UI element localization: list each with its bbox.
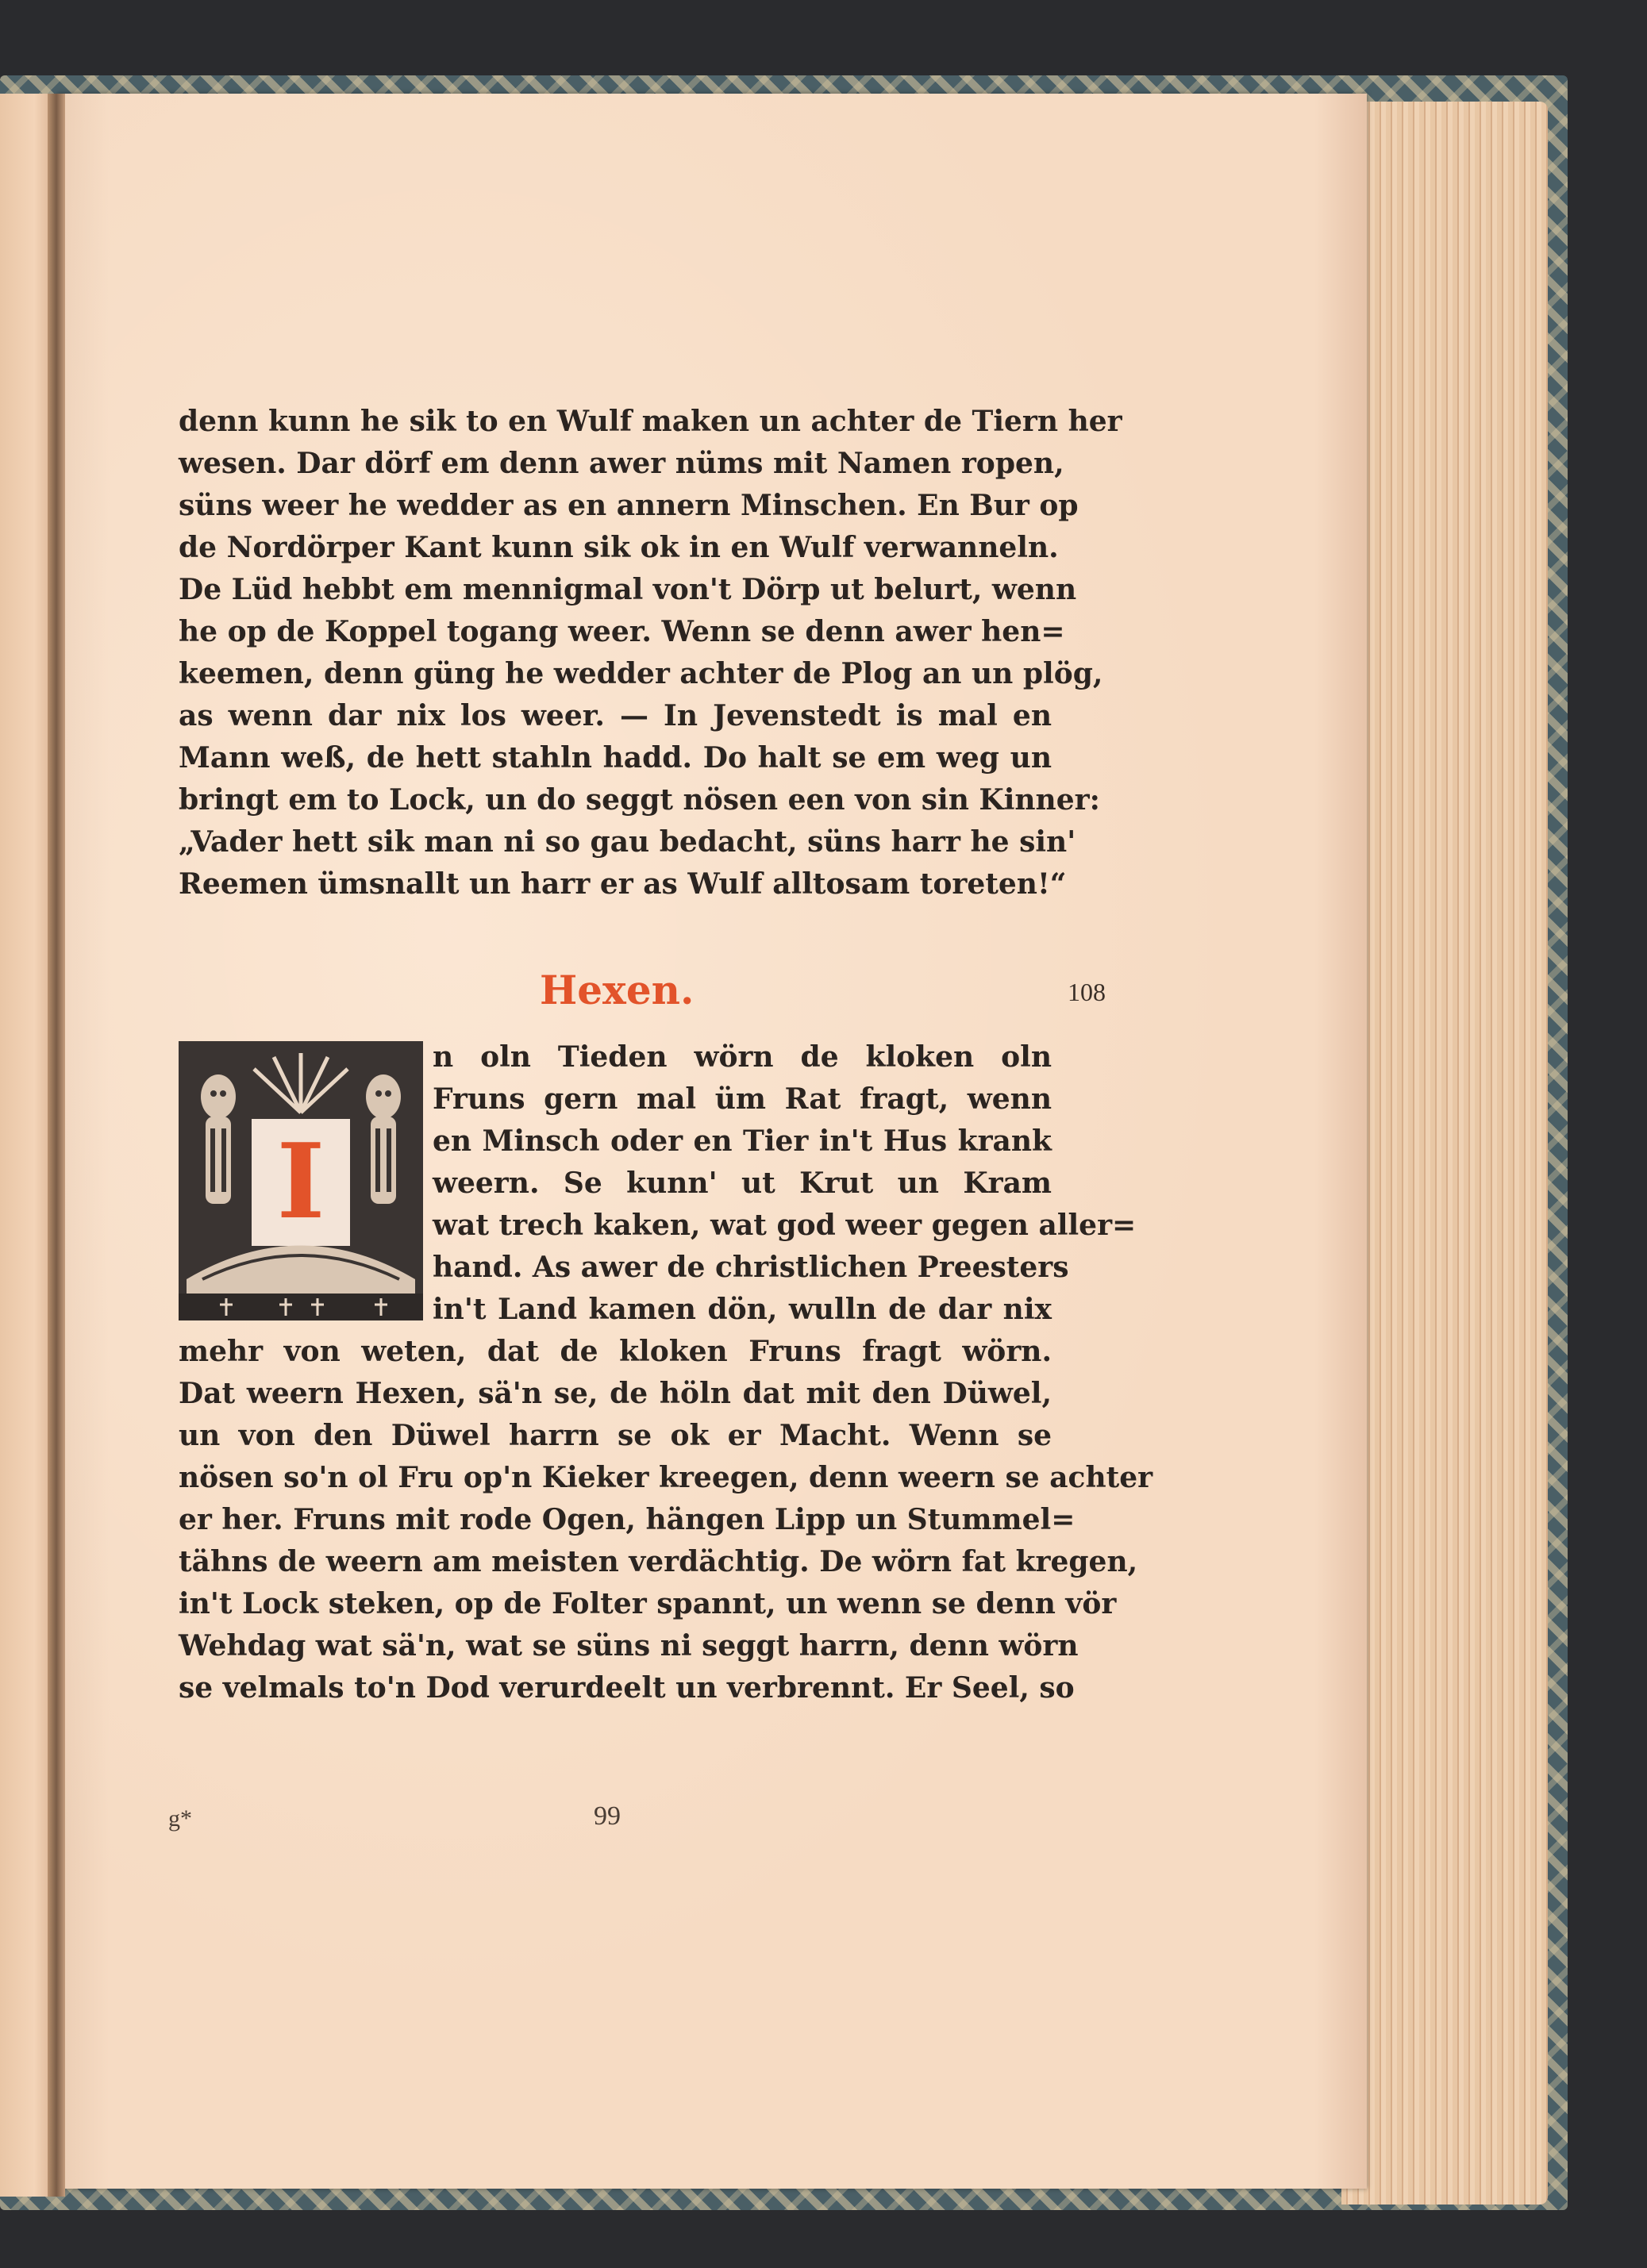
text-line: keemen, denn güng he wedder achter de Plog an un plög, — [179, 657, 1103, 690]
text-line: Fruns gern mal üm Rat fragt, wenn — [433, 1082, 1052, 1116]
section-heading: Hexen. — [540, 967, 695, 1013]
text-line: in't Land kamen dön, wulln de dar nix — [433, 1293, 1052, 1326]
paragraph-1 — [179, 401, 1122, 905]
woodcut-illustration — [179, 1041, 423, 1320]
page-edges — [1341, 102, 1548, 2205]
text-line: Dat weern Hexen, sä'n se, de höln dat mit den Düwel, — [179, 1377, 1052, 1410]
text-line: de Nordörper Kant kunn sik ok in en Wulf verwanneln. — [179, 531, 1059, 564]
text-line: bringt em to Lock, un do seggt nösen een von sin Kinner: — [179, 783, 1100, 817]
page-number: 99 — [594, 1801, 621, 1831]
text-line: n oln Tieden wörn de kloken oln — [433, 1040, 1052, 1074]
initial-letter: I — [276, 1121, 325, 1242]
text-line: er her. Fruns mit rode Ogen, hängen Lipp un Stummel= — [179, 1503, 1076, 1536]
text-line: as wenn dar nix los weer. — In Jevenstedt is mal en — [179, 699, 1052, 732]
text-line: in't Lock steken, op de Folter spannt, un wenn se denn vör — [179, 1587, 1117, 1620]
text-line: hand. As awer de christlichen Preesters — [433, 1251, 1069, 1284]
text-line: mehr von weten, dat de kloken Fruns fragt wörn. — [179, 1335, 1052, 1368]
book-gutter — [48, 94, 65, 2197]
text-line: en Minsch oder en Tier in't Hus krank — [433, 1124, 1052, 1158]
signature-mark: g* — [168, 1805, 192, 1832]
text-line: nösen so'n ol Fru op'n Kieker kreegen, denn weern se achter — [179, 1461, 1153, 1494]
paragraph-2 — [179, 1331, 1153, 1709]
text-line: he op de Koppel togang weer. Wenn se denn awer hen= — [179, 615, 1065, 648]
text-line: wat trech kaken, wat god weer gegen aller= — [433, 1209, 1137, 1242]
text-line: un von den Düwel harrn se ok er Macht. Wenn se — [179, 1419, 1052, 1452]
text-line: weern. Se kunn' ut Krut un Kram — [433, 1167, 1052, 1200]
text-line: se velmals to'n Dod verurdeelt un verbrennt. Er Seel, so — [179, 1671, 1075, 1705]
text-line: tähns de weern am meisten verdächtig. De wörn fat kregen, — [179, 1545, 1138, 1578]
text-line: süns weer he wedder as en annern Minschen. En Bur op — [179, 489, 1079, 522]
text-line: De Lüd hebbt em mennigmal von't Dörp ut belurt, wenn — [179, 573, 1077, 606]
text-line: Wehdag wat sä'n, wat se süns ni seggt harrn, denn wörn — [179, 1629, 1079, 1663]
text-line: wesen. Dar dörf em denn awer nüms mit Namen ropen, — [179, 447, 1064, 480]
woodcut-initial — [179, 1041, 423, 1320]
text-line: Mann weß, de hett stahln hadd. Do halt se em weg un — [179, 741, 1052, 775]
margin-number: 108 — [1068, 978, 1106, 1006]
initial-paragraph-lines — [433, 1036, 1137, 1331]
text-line: denn kunn he sik to en Wulf maken un achter de Tiern her — [179, 405, 1122, 438]
text-line: „Vader hett sik man ni so gau bedacht, süns harr he sin' — [179, 825, 1076, 859]
text-line: Reemen ümsnallt un harr er as Wulf alltosam toreten!“ — [179, 867, 1067, 901]
